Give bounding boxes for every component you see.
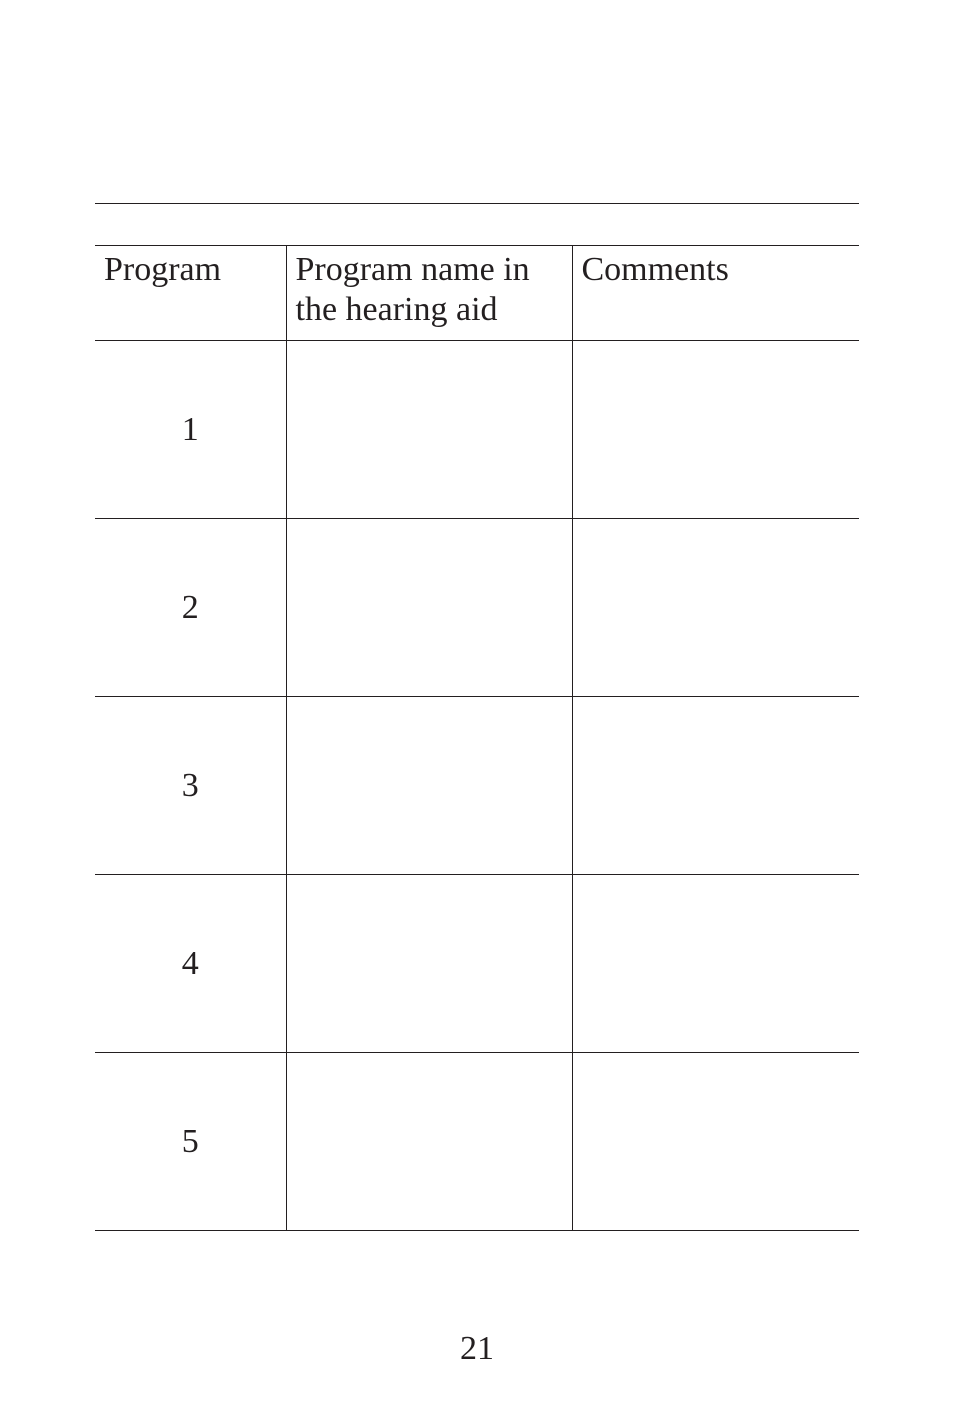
program-table — [95, 245, 859, 1231]
table-header-row — [95, 246, 859, 341]
table-row — [95, 875, 859, 1053]
program-number: 3 — [95, 697, 286, 875]
header-comments: Comments — [572, 246, 859, 341]
comments-cell[interactable] — [572, 519, 859, 697]
comments-cell[interactable] — [572, 875, 859, 1053]
table-row — [95, 1053, 859, 1231]
comments-cell[interactable] — [572, 341, 859, 519]
top-divider — [95, 203, 859, 204]
table-row — [95, 697, 859, 875]
program-number: 1 — [95, 341, 286, 519]
program-name-cell[interactable] — [286, 1053, 572, 1231]
program-name-cell[interactable] — [286, 875, 572, 1053]
program-name-cell[interactable] — [286, 519, 572, 697]
header-program-name: Program name in the hearing aid — [286, 246, 572, 341]
comments-cell[interactable] — [572, 1053, 859, 1231]
program-name-cell[interactable] — [286, 697, 572, 875]
program-number: 2 — [95, 519, 286, 697]
program-number: 4 — [95, 875, 286, 1053]
program-name-cell[interactable] — [286, 341, 572, 519]
program-number: 5 — [95, 1053, 286, 1231]
comments-cell[interactable] — [572, 697, 859, 875]
table-row — [95, 519, 859, 697]
page-number: 21 — [460, 1330, 494, 1367]
table-row — [95, 341, 859, 519]
header-program: Program — [95, 246, 286, 341]
